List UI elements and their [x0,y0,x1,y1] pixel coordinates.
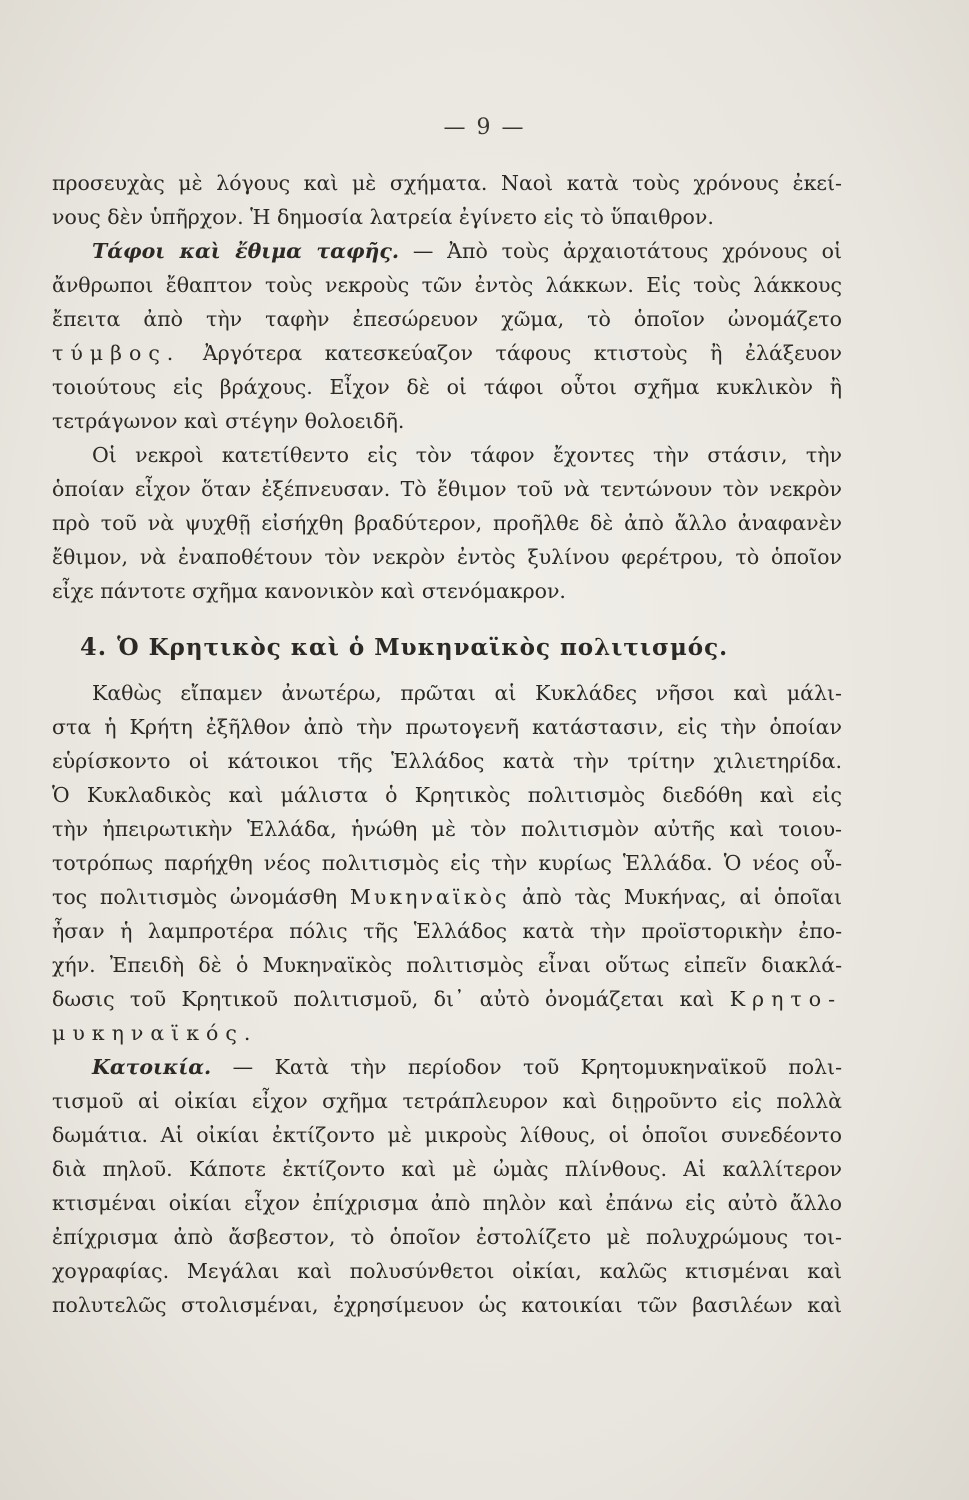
text-line [52,1050,842,1084]
text-line: τισμοῦ αἱ οἰκίαι εἶχον σχῆμα τετράπλευρον καὶ διῃροῦντο εἰς πολλὰ [52,1089,842,1113]
text-line: χήν. Ἐπειδὴ δὲ ὁ Μυκηναϊκὸς πολιτισμὸς εἶναι οὕτως εἰπεῖν διακλά- [52,953,842,977]
text-line [52,336,842,370]
spaced-term-mykinaikos: Μυκηναϊκὸς [349,885,510,909]
text-span: — Ἀπὸ τοὺς ἀρχαιοτάτους χρόνους οἱ [399,239,842,263]
text-line: διὰ πηλοῦ. Κάποτε ἐκτίζοντο καὶ μὲ ὠμὰς πλίνθους. Αἱ καλλίτερον [52,1157,842,1181]
text-line: τὴν ἠπειρωτικὴν Ἑλλάδα, ἡνώθη μὲ τὸν πολιτισμὸν αὐτῆς καὶ τοιου- [52,817,842,841]
text-line: ἦσαν ἡ λαμπροτέρα πόλις τῆς Ἑλλάδος κατὰ τὴν προϊστορικὴν ἐπο- [52,919,842,943]
paragraph-heading-dwelling: Κατοικία. [92,1055,212,1079]
text-line: χογραφίας. Μεγάλαι καὶ πολυσύνθετοι οἰκίαι, καλῶς κτισμέναι καὶ [52,1259,842,1283]
text-line [52,982,842,1016]
text-line: εὑρίσκοντο οἱ κάτοικοι τῆς Ἑλλάδος κατὰ τὴν τρίτην χιλιετηρίδα. [52,749,842,773]
text-line [52,1016,842,1050]
text-line: τετράγωνον καὶ στέγην θολοειδῆ. [52,409,405,433]
text-line: ἔθιμον, νὰ ἐναποθέτουν τὸν νεκρὸν ἐντὸς ξυλίνου φερέτρου, τὸ ὁποῖον [52,545,842,569]
text-line: δωμάτια. Αἱ οἰκίαι ἐκτίζοντο μὲ μικροὺς λίθους, οἱ ὁποῖοι συνεδέοντο [52,1123,842,1147]
text-line: πρὸ τοῦ νὰ ψυχθῇ εἰσήχθη βραδύτερον, προῆλθε δὲ ἀπὸ ἄλλο ἀναφανὲν [52,511,842,535]
text-span: ἀπὸ τὰς Μυκήνας, αἱ ὁποῖαι [509,885,842,909]
section-number: 4. [80,632,108,661]
text-span: τος πολιτισμὸς ὠνομάσθη [52,885,350,909]
text-line: Ὁ Κυκλαδικὸς καὶ μάλιστα ὁ Κρητικὸς πολιτισμὸς διεδόθη καὶ εἰς [52,783,842,807]
text-line: στα ἡ Κρήτη ἐξῆλθον ἀπὸ τὴν πρωτογενῆ κατάστασιν, εἰς τὴν ὁποίαν [52,715,842,739]
text-span: — Κατὰ τὴν περίοδον τοῦ Κρητομυκηναϊκοῦ πολι- [211,1055,842,1079]
spacer [52,608,842,620]
text-span: Ἀργότερα κατεσκεύαζον τάφους κτιστοὺς ἢ ἐλάξευον [180,341,842,365]
text-line: πολυτελῶς στολισμέναι, ἐχρησίμευον ὡς κατοικίαι τῶν βασιλέων καὶ [52,1293,842,1317]
text-line: τοιούτους εἰς βράχους. Εἶχον δὲ οἱ τάφοι οὗτοι σχῆμα κυκλικὸν ἢ [52,375,842,399]
text-line: ἔπειτα ἀπὸ τὴν ταφὴν ἐπεσώρευον χῶμα, τὸ ὁποῖον ὠνομάζετο [52,307,842,331]
text-line [52,234,842,268]
text-line: εἶχε πάντοτε σχῆμα κανονικὸν καὶ στενόμακρον. [52,579,566,603]
section-heading [52,620,842,676]
spaced-term-tymbos: τύμβος. [52,341,181,365]
spaced-term-kritomykinaikos-part2: μυκηναϊκός. [52,1021,258,1045]
text-line: Οἱ νεκροὶ κατετίθεντο εἰς τὸν τάφον ἔχοντες τὴν στάσιν, τὴν [92,443,842,467]
page-number: — 9 — [443,115,526,140]
text-line: ὁποίαν εἶχον ὅταν ἐξέπνευσαν. Τὸ ἔθιμον τοῦ νὰ τεντώνουν τὸν νεκρὸν [52,477,842,501]
text-line: τοτρόπως παρήχθη νέος πολιτισμὸς εἰς τὴν κυρίως Ἑλλάδα. Ὁ νέος οὗ- [52,851,842,875]
page-text [52,166,842,1322]
text-line: νους δὲν ὑπῆρχον. Ἡ δημοσία λατρεία ἐγίνετο εἰς τὸ ὕπαιθρον. [52,205,714,229]
text-line: ἐπίχρισμα ἀπὸ ἄσβεστον, τὸ ὁποῖον ἐστολίζετο μὲ πολυχρώμους τοι- [52,1225,842,1249]
text-line [52,880,842,914]
text-line: Καθὼς εἴπαμεν ἀνωτέρω, πρῶται αἱ Κυκλάδες νῆσοι καὶ μάλι- [92,681,842,705]
spaced-term-kritomykinaikos-part1: Κρητο- [729,987,842,1011]
section-title: Ὁ Κρητικὸς καὶ ὁ Μυκηναϊκὸς πολιτισμός. [117,634,729,661]
text-span: δωσις τοῦ Κρητικοῦ πολιτισμοῦ, δι᾽ αὐτὸ ὀνομάζεται καὶ [52,987,730,1011]
paragraph-heading-tombs: Τάφοι καὶ ἔθιμα ταφῆς. [92,239,400,263]
text-line: προσευχὰς μὲ λόγους καὶ μὲ σχήματα. Ναοὶ κατὰ τοὺς χρόνους ἐκεί- [52,171,842,195]
text-line: ἄνθρωποι ἔθαπτον τοὺς νεκροὺς τῶν ἐντὸς λάκκων. Εἰς τοὺς λάκκους [52,273,842,297]
text-line: κτισμέναι οἰκίαι εἶχον ἐπίχρισμα ἀπὸ πηλὸν καὶ ἐπάνω εἰς αὐτὸ ἄλλο [52,1191,842,1215]
